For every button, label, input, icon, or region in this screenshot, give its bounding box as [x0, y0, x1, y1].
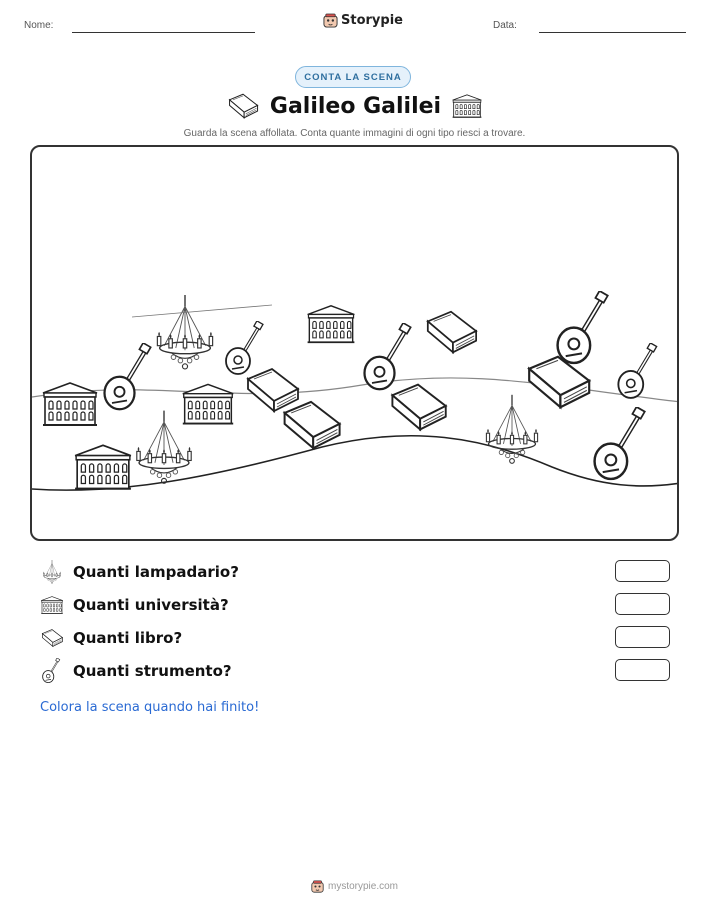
book-2[interactable] — [285, 402, 340, 448]
counting-scene — [30, 145, 679, 541]
question-text: Quanti università? — [73, 596, 229, 614]
answer-box-chandelier[interactable] — [615, 560, 670, 582]
answer-box-lute[interactable] — [615, 659, 670, 681]
question-text: Quanti lampadario? — [73, 563, 239, 581]
book-icon — [40, 627, 64, 649]
question-text: Quanti libro? — [73, 629, 183, 647]
university-2[interactable] — [183, 384, 233, 423]
chandelier-1[interactable] — [157, 295, 212, 369]
book-1[interactable] — [248, 369, 298, 411]
chandelier-2[interactable] — [137, 411, 191, 484]
instructions: Guarda la scena affollata. Conta quante immagini di ogni tipo riesci a trovare. — [183, 128, 526, 139]
university-3[interactable] — [75, 445, 131, 488]
activity-badge: CONTA LA SCENA — [295, 66, 411, 88]
coloring-note: Colora la scena quando hai finito! — [40, 700, 260, 715]
university-icon — [451, 93, 483, 119]
book-3[interactable] — [428, 312, 476, 353]
lute-2[interactable] — [226, 321, 263, 374]
chandelier-wire — [132, 305, 272, 317]
footer — [0, 880, 709, 893]
storypie-logo-icon — [311, 880, 324, 893]
university-1[interactable] — [43, 383, 97, 425]
question-row-book — [40, 626, 670, 650]
page-title: Galileo Galilei — [269, 93, 442, 119]
storypie-logo-icon — [323, 13, 338, 28]
answer-box-university[interactable] — [615, 593, 670, 615]
book-4[interactable] — [392, 385, 445, 430]
lute-icon — [40, 658, 62, 684]
university-4[interactable] — [308, 306, 355, 342]
question-text: Quanti strumento? — [73, 662, 232, 680]
question-row-chandelier — [40, 560, 670, 584]
scene-drawing — [32, 147, 679, 541]
footer-url[interactable]: mystorypie.com — [327, 881, 398, 892]
chandelier-3[interactable] — [486, 395, 537, 463]
name-field[interactable] — [72, 32, 255, 33]
lute-1[interactable] — [105, 343, 151, 409]
answer-box-book[interactable] — [615, 626, 670, 648]
date-field[interactable] — [539, 32, 686, 33]
date-label: Data: — [493, 20, 517, 31]
lute-6[interactable] — [595, 407, 645, 479]
title-row — [0, 92, 709, 120]
chandelier-icon — [40, 560, 64, 584]
question-row-university — [40, 593, 670, 617]
lute-5[interactable] — [618, 343, 656, 398]
question-row-lute — [40, 659, 670, 683]
brand-name: Storypie — [341, 13, 403, 28]
name-label: Nome: — [24, 20, 54, 31]
book-icon — [226, 92, 260, 120]
brand-logo — [323, 13, 403, 28]
university-icon — [40, 595, 64, 615]
lute-4[interactable] — [558, 291, 608, 363]
book-5[interactable] — [529, 357, 589, 407]
